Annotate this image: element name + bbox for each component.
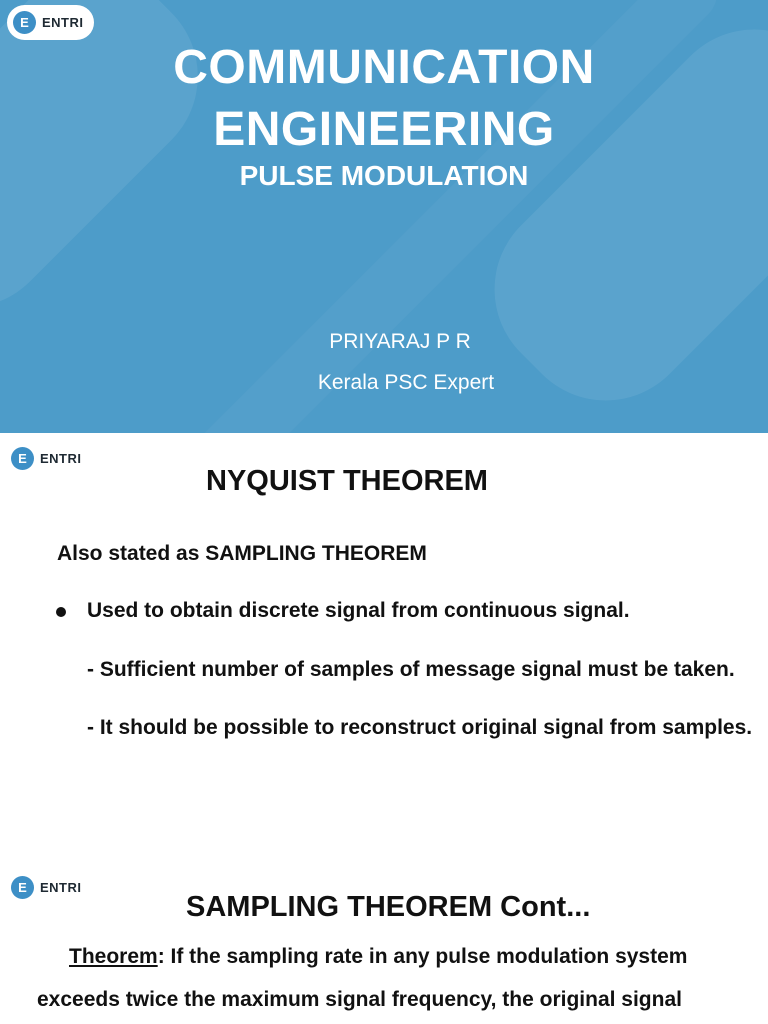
entri-logo — [5, 870, 92, 905]
title-slide — [0, 0, 768, 433]
course-title-line1: COMMUNICATION — [173, 41, 595, 94]
course-subtitle: PULSE MODULATION — [239, 160, 529, 191]
entri-logo — [5, 441, 92, 476]
author-name: PRIYARAJ P R — [329, 330, 471, 353]
nyquist-slide — [0, 433, 768, 835]
bullet-item — [56, 599, 630, 623]
author-role: Kerala PSC Expert — [317, 371, 495, 394]
sub-point: - Sufficient number of samples of message signal must be taken. — [87, 658, 735, 681]
entri-logo-text: ENTRI — [40, 451, 82, 466]
entri-logo — [7, 5, 94, 40]
theorem-text: exceeds twice the maximum signal frequency, the original signal — [37, 988, 682, 1011]
theorem-text — [0, 945, 768, 969]
theorem-label: Theorem — [69, 945, 158, 968]
entri-logo-text: ENTRI — [42, 15, 84, 30]
bullet-icon — [56, 607, 66, 617]
entri-logo-text: ENTRI — [40, 880, 82, 895]
theorem-text-part: : If the sampling rate in any pulse modulation system — [157, 945, 688, 968]
entri-logo-icon: E — [11, 447, 34, 470]
slide-title: SAMPLING THEOREM Cont... — [186, 891, 591, 923]
entri-logo-icon: E — [11, 876, 34, 899]
bullet-text: Used to obtain discrete signal from continuous signal. — [87, 599, 630, 622]
sampling-theorem-slide — [0, 835, 768, 1024]
slide-intro: Also stated as SAMPLING THEOREM — [57, 542, 427, 565]
sub-point: - It should be possible to reconstruct original signal from samples. — [87, 716, 753, 739]
course-title-line2: ENGINEERING — [213, 103, 555, 156]
entri-logo-icon: E — [13, 11, 36, 34]
slide-title: NYQUIST THEOREM — [206, 465, 488, 497]
